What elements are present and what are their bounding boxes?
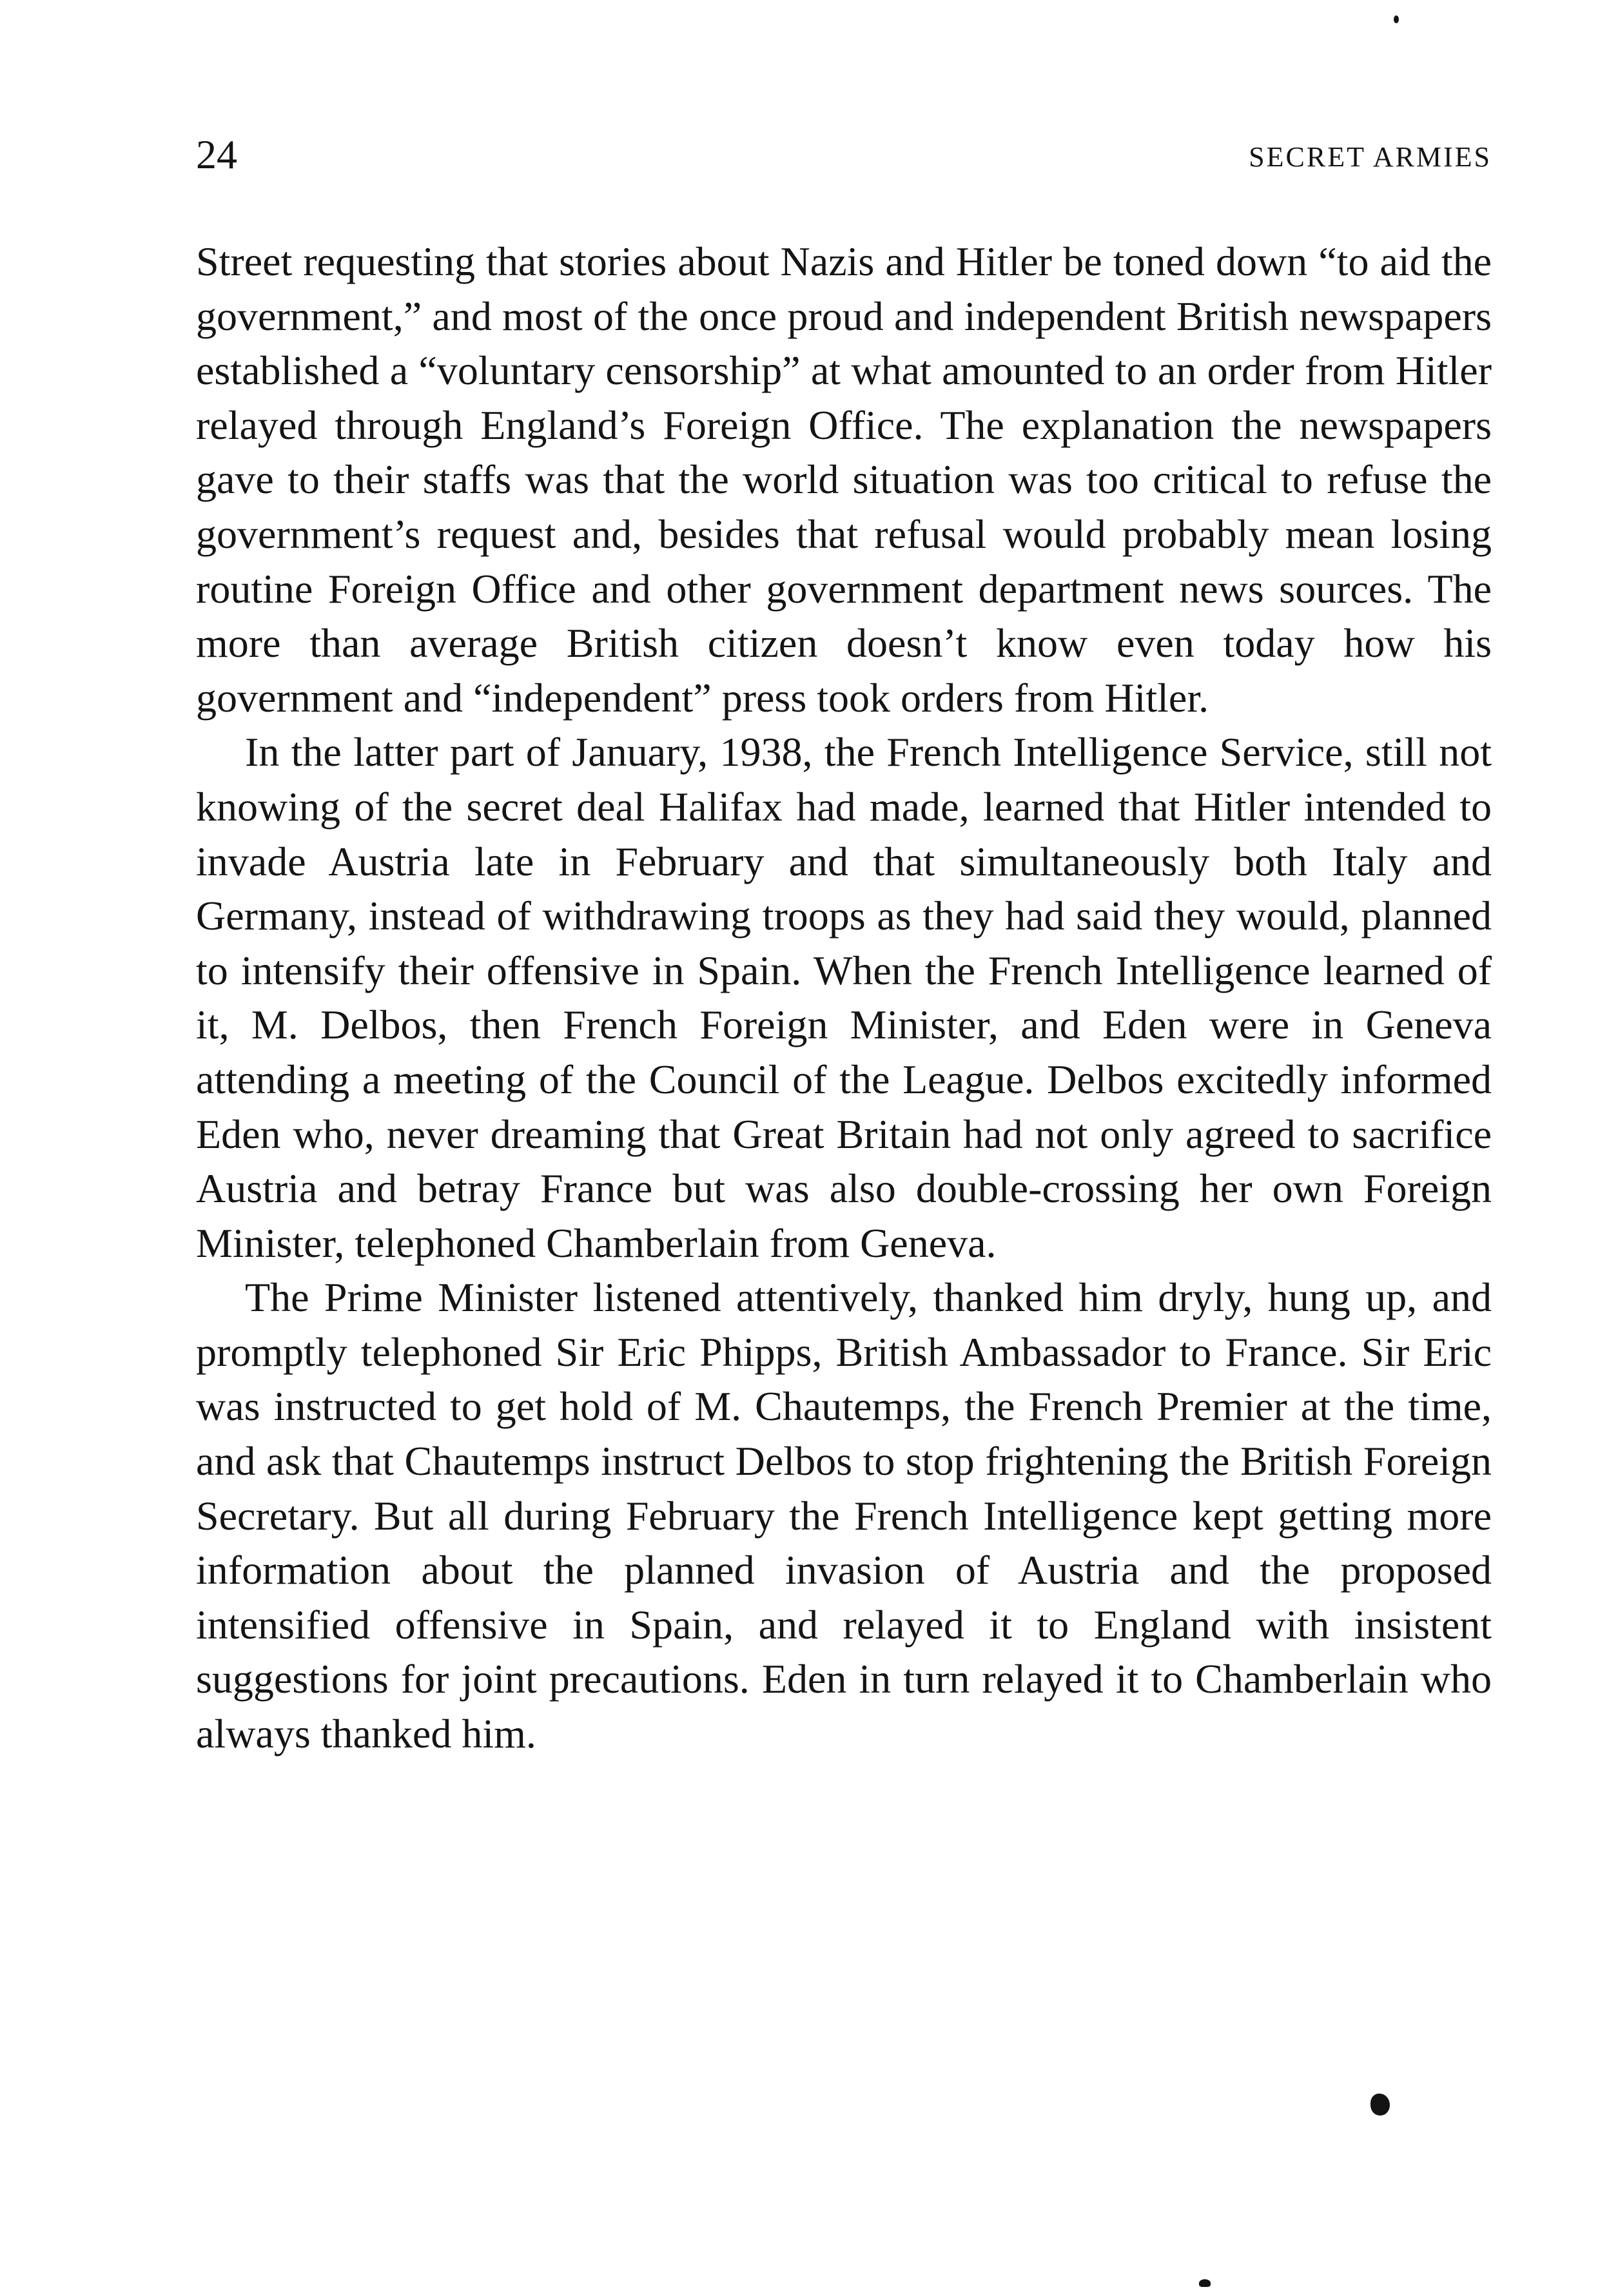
paragraph-french-intelligence: In the latter part of January, 1938, the French Intelligence Service, still not knowing of the secret deal Halifax had made, learned that Hitler intended to invade Austria late in February and that simultaneously both Italy and Germany, instead of withdrawing troops as they had said they would, planned to intensify their offensive in Spain. When the French Intelligence learned of it, M. Delbos, then French Foreign Minister, and Eden were in Geneva attending a meeting of the Council of the League. Delbos excitedly informed Eden who, never dreaming that Great Britain had not only agreed to sacrifice Austria and betray France but was also double-crossing her own Foreign Minister, telephoned Chamberlain from Geneva. — [196, 729, 1492, 1266]
page-number: 24 — [196, 131, 237, 177]
paragraph-prime-minister: The Prime Minister listened attentively, thanked him dryly, hung up, and promptly telephoned Sir Eric Phipps, British Ambassador to France. Sir Eric was instructed to get hold of M. Chautemps, the French Premier at the time, and ask that Chautemps instruct Delbos to stop frightening the British Foreign Secretary. But all during February the French Intelligence kept getting more information about the planned invasion of Austria and the proposed intensified offensive in Spain, and relayed it to England with insistent suggestions for joint precautions. Eden in turn relayed it to Chamberlain who always thanked him. — [196, 1274, 1492, 1757]
body-text — [196, 235, 1492, 1762]
ink-speck-bottom — [1199, 2279, 1211, 2287]
paragraph-continuation: Street requesting that stories about Nazis and Hitler be toned down “to aid the government,” and most of the once proud and independent British newspapers established a “voluntary censorship” at what amounted to an order from Hitler relayed through England’s Foreign Office. The explanation the newspapers gave to their staffs was that the world situation was too critical to refuse the government’s request and, besides that refusal would probably mean losing routine Foreign Office and other government department news sources. The more than average British citizen doesn’t know even today how his government and “independent” press took orders from Hitler. — [196, 238, 1492, 721]
page-header — [196, 129, 1492, 180]
ink-blot — [1370, 2094, 1390, 2116]
ink-speck — [1394, 15, 1399, 23]
running-head: SECRET ARMIES — [1249, 141, 1492, 173]
